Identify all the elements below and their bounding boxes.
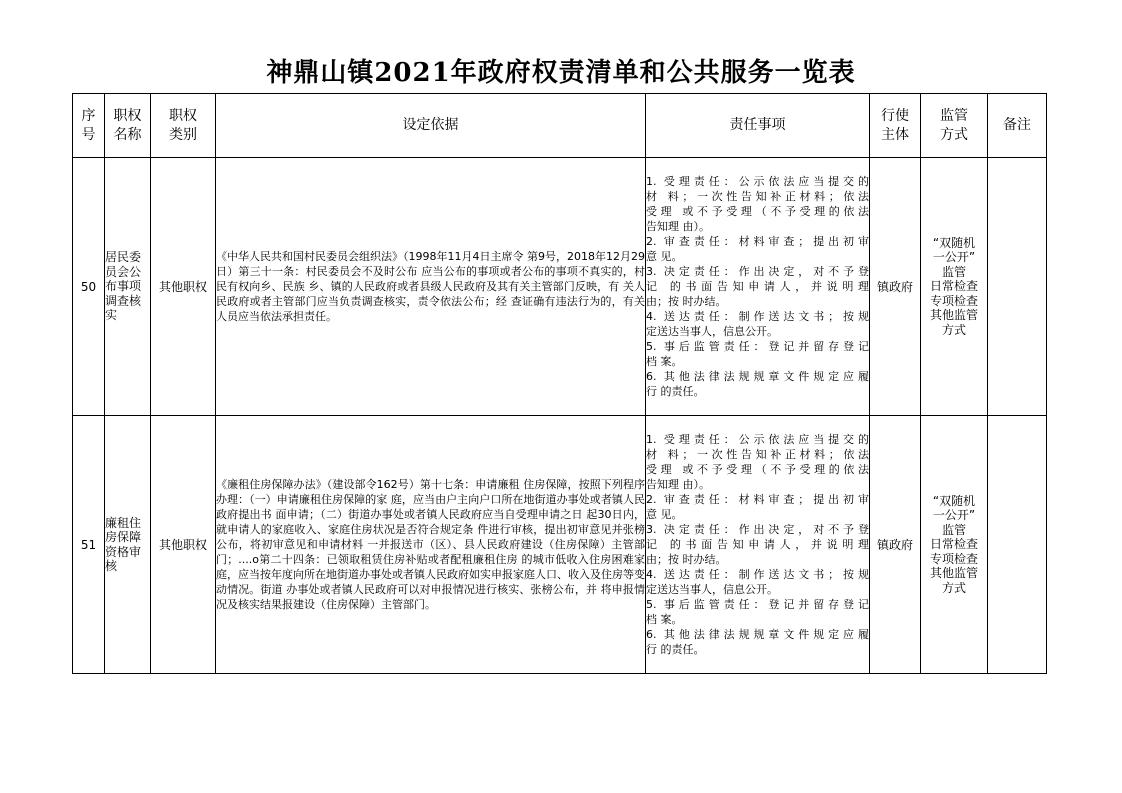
duty-line: 1. 受理责任：公示依法应当提交的 xyxy=(646,175,869,188)
duty-line: 行 的责任。 xyxy=(646,643,705,656)
duty-line: 2. 审查责任：材料审查；提出初审 xyxy=(646,235,869,248)
duty-line: 2. 审查责任：材料审查；提出初审 xyxy=(646,493,869,506)
duty-line: 行 的责任。 xyxy=(646,385,705,398)
duty-line: 4. 送达责任：制作送达文书；按规 xyxy=(646,568,869,581)
row-no: 50 xyxy=(73,158,105,416)
duty-line: 定送达当事人，信息公开。 xyxy=(646,325,778,338)
duty-line: 记 的书面告知申请人，并说明理 xyxy=(646,538,869,551)
duty-line: 意 见。 xyxy=(646,508,683,521)
header-category: 职权 类别 xyxy=(151,94,216,158)
row-category: 其他职权 xyxy=(151,416,216,674)
duty-line: 5. 事后监管责任：登记并留存登记 xyxy=(646,340,869,353)
header-remarks: 备注 xyxy=(988,94,1047,158)
duty-line: 4. 送达责任：制作送达文书；按规 xyxy=(646,310,869,323)
duty-line: 材 料；一次性告知补正材料；依法 xyxy=(646,448,869,461)
duty-line: 由；按 时办结。 xyxy=(646,553,727,566)
duty-line: 受理 或不予受理（不予受理的依法 xyxy=(646,463,869,476)
header-row xyxy=(73,94,1047,158)
row-supervision: “双随机 一公开” 监管 日常检查 专项检查 其他监管 方式 xyxy=(921,158,988,416)
table-row xyxy=(73,158,1047,416)
page-title: 神鼎山镇2021年政府权责清单和公共服务一览表 xyxy=(266,58,856,88)
row-remarks xyxy=(988,416,1047,674)
duty-line: 6. 其他法律法规规章文件规定应履 xyxy=(646,370,869,383)
duty-line: 意 见。 xyxy=(646,250,683,263)
row-category: 其他职权 xyxy=(151,158,216,416)
row-subject: 镇政府 xyxy=(870,416,921,674)
row-remarks xyxy=(988,158,1047,416)
duty-line: 6. 其他法律法规规章文件规定应履 xyxy=(646,628,869,641)
duty-line: 档 案。 xyxy=(646,613,683,626)
row-basis: 《中华人民共和国村民委员会组织法》（1998年11月4日主席令 第9号，2018年12月29日）第三十一条：村民委员会不及时公布 应当公布的事项或者公布的事项不真实的，村民有权向乡、民族 乡、镇的人民政府或者县级人民政府及其有关主管部门反映，有 关人民政府或者主管部门应当负责调查核实，责令依法公布；经 查证确有违法行为的，有关人员应当依法承担责任。 xyxy=(216,158,646,416)
table-row xyxy=(73,416,1047,674)
header-name: 职权 名称 xyxy=(105,94,151,158)
power-list-table xyxy=(72,93,1047,674)
row-basis: 《廉租住房保障办法》（建设部令162号）第十七条：申请廉租 住房保障，按照下列程序办理：（一）申请廉租住房保障的家 庭，应当由户主向户口所在地街道办事处或者镇人民政府提出书 面申请；（二）街道办事处或者镇人民政府应当自受理申请之日 起30日内，就申请人的家庭收入、家庭住房状况是否符合规定条 件进行审核，提出初审意见并张榜公布，将初审意见和申请材料 一并报送市（区）、县人民政府建设（住房保障）主管部 门；....o第二十四条：已领取租赁住房补贴或者配租廉租住房 的城市低收入住房困难家庭，应当按年度向所在地街道办事处或者镇人民政府如实申报家庭人口、收入及住房等变动情况。街道 办事处或者镇人民政府可以对申报情况进行核实、张榜公布，并 将申报情况及核实结果报建设（住房保障）主管部门。 xyxy=(216,416,646,674)
duty-line: 记 的书面告知申请人，并说明理 xyxy=(646,280,869,293)
duty-line: 1. 受理责任：公示依法应当提交的 xyxy=(646,433,869,446)
duty-line: 3. 决定责任：作出决定，对不予登 xyxy=(646,265,869,278)
duty-line: 5. 事后监管责任：登记并留存登记 xyxy=(646,598,869,611)
duty-line: 由；按 时办结。 xyxy=(646,295,727,308)
duty-line: 受理 或不予受理（不予受理的依法 xyxy=(646,205,869,218)
duty-line: 告知理 由）。 xyxy=(646,220,710,233)
header-subject: 行使 主体 xyxy=(870,94,921,158)
row-duties xyxy=(646,416,870,674)
duty-line: 档 案。 xyxy=(646,355,683,368)
duty-line: 告知理 由）。 xyxy=(646,478,710,491)
duty-line: 3. 决定责任：作出决定，对不予登 xyxy=(646,523,869,536)
row-supervision: “双随机 一公开” 监管 日常检查 专项检查 其他监管 方式 xyxy=(921,416,988,674)
header-basis: 设定依据 xyxy=(216,94,646,158)
row-no: 51 xyxy=(73,416,105,674)
row-power-name: 居民委员会公布事项调查核实 xyxy=(105,158,151,416)
header-duties: 责任事项 xyxy=(646,94,870,158)
row-duties xyxy=(646,158,870,416)
duty-line: 材 料；一次性告知补正材料；依法 xyxy=(646,190,869,203)
row-power-name: 廉租住房保障资格审核 xyxy=(105,416,151,674)
header-no: 序 号 xyxy=(73,94,105,158)
duty-line: 定送达当事人，信息公开。 xyxy=(646,583,778,596)
header-supervision: 监管 方式 xyxy=(921,94,988,158)
row-subject: 镇政府 xyxy=(870,158,921,416)
